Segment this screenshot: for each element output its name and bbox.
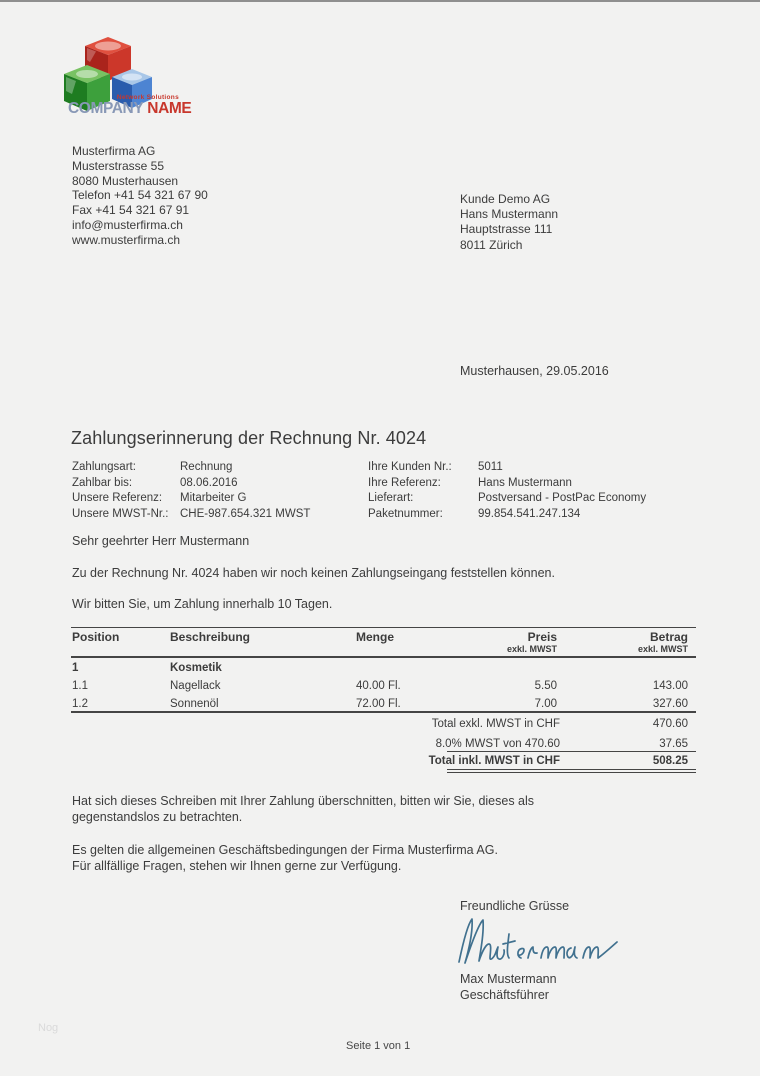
detail-label: Ihre Kunden Nr.: xyxy=(368,461,452,473)
detail-label: Ihre Referenz: xyxy=(368,476,441,489)
col-subheader-amount: exkl. MWST xyxy=(637,644,688,654)
cell-amount: 327.60 xyxy=(652,698,688,710)
detail-value: Mitarbeiter G xyxy=(180,492,247,504)
detail-label: Paketnummer: xyxy=(368,507,443,520)
col-header-price: Preis xyxy=(527,630,557,644)
cell-price: 7.00 xyxy=(534,698,557,710)
scan-top-edge xyxy=(0,0,760,2)
cell-position: 1 xyxy=(72,662,79,674)
cell-quantity xyxy=(356,662,460,674)
recipient-address-block xyxy=(460,192,558,253)
cell-price xyxy=(460,662,557,674)
total-label: Total inkl. MWST in CHF xyxy=(428,755,560,767)
place-date-line: Musterhausen, 29.05.2016 xyxy=(460,364,609,378)
company-logo-wordmark xyxy=(68,94,192,117)
logo-word-name: NAME xyxy=(147,100,192,117)
document-title: Zahlungserinnerung der Rechnung Nr. 4024 xyxy=(71,428,427,448)
cell-amount xyxy=(557,662,695,674)
detail-label: Zahlbar bis: xyxy=(72,476,133,489)
detail-row xyxy=(72,491,310,507)
sender-address-block xyxy=(72,144,208,248)
closing-paragraph-2 xyxy=(72,843,672,874)
sender-website: www.musterfirma.ch xyxy=(72,232,181,247)
table-row xyxy=(72,698,695,710)
col-subheader-price: exkl. MWST xyxy=(506,644,557,654)
closing-line-terms: Es gelten die allgemeinen Geschäftsbedingungen der Firma Musterfirma AG. xyxy=(72,843,498,857)
detail-value: 08.06.2016 xyxy=(180,476,238,489)
detail-label: Unsere MWST-Nr.: xyxy=(72,507,169,520)
table-rule-items-bottom xyxy=(71,711,696,713)
sender-city: 8080 Musterhausen xyxy=(72,173,179,188)
signatory-block xyxy=(460,972,557,1003)
invoice-details-left xyxy=(72,460,310,522)
logo-tagline: Network Solutions xyxy=(116,94,179,101)
cell-quantity: 40.00 Fl. xyxy=(356,680,401,692)
total-value: 508.25 xyxy=(652,755,688,767)
cell-position: 1.2 xyxy=(72,698,88,710)
recipient-city: 8011 Zürich xyxy=(460,237,523,252)
signatory-name: Max Mustermann xyxy=(460,972,557,986)
col-header-quantity: Menge xyxy=(356,630,395,644)
sender-email: info@musterfirma.ch xyxy=(72,217,183,232)
sender-street: Musterstrasse 55 xyxy=(72,158,165,173)
totals-rule xyxy=(447,751,696,752)
logo-word-company: COMPANY xyxy=(68,100,144,117)
signatory-role: Geschäftsführer xyxy=(460,987,549,1002)
detail-value: CHE-987.654.321 MWST xyxy=(180,507,311,520)
invoice-details-right xyxy=(368,460,646,522)
detail-value: 99.854.541.247.134 xyxy=(478,507,581,520)
detail-row xyxy=(72,476,310,492)
closing-paragraph-1: Hat sich dieses Schreiben mit Ihrer Zahlung überschnitten, bitten wir Sie, dieses als gegenstandslos zu betrachten. xyxy=(72,794,535,824)
detail-row xyxy=(368,507,646,523)
recipient-name: Hans Mustermann xyxy=(460,207,559,222)
table-header-subrow xyxy=(72,644,695,654)
totals-double-rule-1 xyxy=(447,769,696,770)
total-row-gross xyxy=(72,755,695,767)
detail-value: Hans Mustermann xyxy=(478,476,572,489)
recipient-street: Hauptstrasse 111 xyxy=(460,222,553,237)
cell-description: Kosmetik xyxy=(170,662,222,674)
cell-quantity: 72.00 Fl. xyxy=(356,698,401,710)
detail-label: Lieferart: xyxy=(368,492,414,504)
detail-row xyxy=(72,460,310,476)
table-row xyxy=(72,662,695,674)
total-value: 37.65 xyxy=(659,738,688,750)
signature-greeting: Freundliche Grüsse xyxy=(460,899,570,913)
total-label: 8.0% MWST von 470.60 xyxy=(435,738,560,750)
sender-name: Musterfirma AG xyxy=(72,144,156,158)
total-value: 470.60 xyxy=(652,718,688,730)
cell-amount: 143.00 xyxy=(652,680,688,692)
recipient-company: Kunde Demo AG xyxy=(460,192,551,206)
col-header-position: Position xyxy=(72,630,120,644)
detail-row xyxy=(368,491,646,507)
cell-description: Nagellack xyxy=(170,680,221,692)
table-rule-header xyxy=(71,656,696,658)
body-paragraph-2: Wir bitten Sie, um Zahlung innerhalb 10 Tagen. xyxy=(72,597,333,611)
table-header-row xyxy=(72,630,695,644)
detail-label: Unsere Referenz: xyxy=(72,492,163,504)
cell-price: 5.50 xyxy=(534,680,557,692)
total-row-vat xyxy=(72,738,695,750)
cell-position: 1.1 xyxy=(72,680,88,692)
detail-row xyxy=(368,460,646,476)
handwritten-signature xyxy=(455,916,630,968)
col-header-amount: Betrag xyxy=(649,630,688,644)
sender-phone: Telefon +41 54 321 67 90 xyxy=(72,188,208,203)
totals-double-rule-2 xyxy=(447,772,696,773)
detail-row xyxy=(368,476,646,492)
page-number: Seite 1 von 1 xyxy=(346,1040,411,1052)
col-header-description: Beschreibung xyxy=(170,630,251,644)
table-rule-top xyxy=(71,627,696,628)
cell-description: Sonnenöl xyxy=(170,698,219,710)
salutation: Sehr geehrter Herr Mustermann xyxy=(72,534,250,548)
detail-value: 5011 xyxy=(478,461,503,473)
table-row xyxy=(72,680,695,692)
total-row-net xyxy=(72,718,695,730)
detail-row xyxy=(72,507,310,523)
body-paragraph-1: Zu der Rechnung Nr. 4024 haben wir noch keinen Zahlungseingang feststellen können. xyxy=(72,566,555,580)
total-label: Total exkl. MWST in CHF xyxy=(431,718,560,730)
closing-line-questions: Für allfällige Fragen, stehen wir Ihnen gerne zur Verfügung. xyxy=(72,858,402,873)
detail-value: Rechnung xyxy=(180,461,233,473)
detail-value: Postversand - PostPac Economy xyxy=(478,492,647,504)
scan-watermark: Nog xyxy=(38,1022,59,1034)
sender-fax: Fax +41 54 321 67 91 xyxy=(72,203,190,218)
detail-label: Zahlungsart: xyxy=(72,461,136,473)
